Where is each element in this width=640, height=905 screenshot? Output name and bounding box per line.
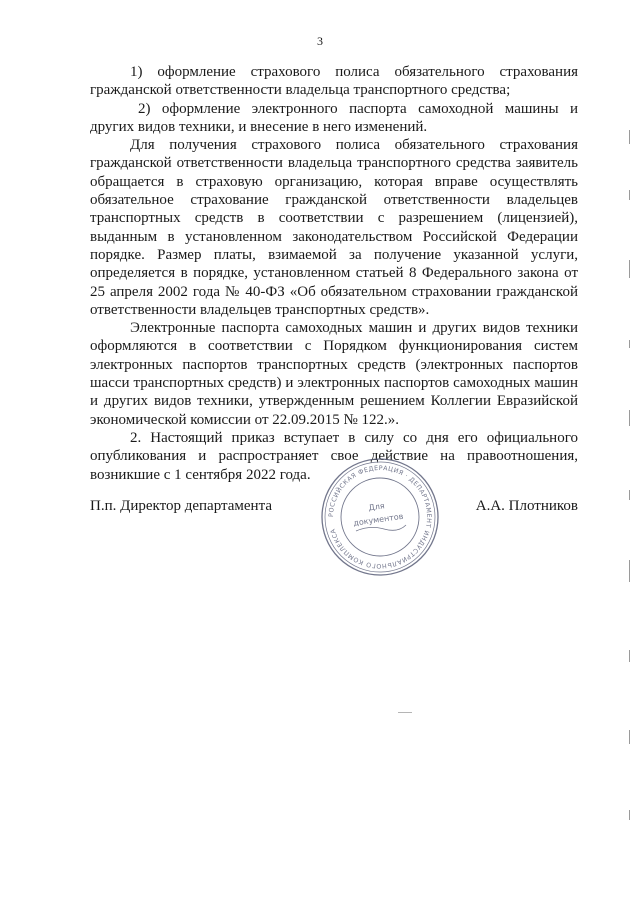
paragraph-electronic-passports: Электронные паспорта самоходных машин и других видов техники оформляются в соответствии с Порядком функционирования систем электронных паспортов транспортных средств (электронных паспортов шасси транспортных средств) и электронных паспортов самоходных машин и других видов техники, утвержденным решением Коллегии Евразийской экономической комиссии от 22.09.2015 № 122.». xyxy=(90,320,578,428)
scan-artifact xyxy=(398,712,412,713)
stamp-center-text-1: Для xyxy=(367,501,386,513)
signatory-name: А.А. Плотников xyxy=(475,498,578,514)
document-body xyxy=(90,63,578,484)
stamp-center-text-2: документов xyxy=(352,511,404,528)
paragraph-effective-date: 2. Настоящий приказ вступает в силу со дня его официального опубликования и распространяет свое действие на правоотношения, возникшие с 1 сентября 2022 года. xyxy=(90,429,578,483)
paragraph-item-2: 2) оформление электронного паспорта самоходной машины и других видов техники, и внесение в него изменений. xyxy=(90,100,578,135)
page-number: 3 xyxy=(317,34,323,48)
paragraph-insurance: Для получения страхового полиса обязательного страхования гражданской ответственности владельца транспортного средства заявитель обращается в страховую организацию, которая вправе осуществлять обязательное страхование гражданской ответственности владельцев транспортных средств в соответствии с разрешением (лицензией), выданным в установленном законодательством Российской Федерации порядке. Размер платы, взимаемой за получение указанной услуги, определяется в порядке, установленном статьей 8 Федерального закона от 25 апреля 2002 года № 40-ФЗ «Об обязательном страховании гражданской ответственности владельцев транспортных средств». xyxy=(90,137,578,318)
paragraph-item-1: 1) оформление страхового полиса обязательного страхования гражданской ответственности владельца транспортного средства; xyxy=(90,64,578,99)
official-seal-stamp xyxy=(318,455,442,579)
stamp-ring-text: РОССИЙСКАЯ ФЕДЕРАЦИЯ · ДЕПАРТАМЕНТ ИНДУСТРИАЛЬНОГО КОМПЛЕКСА xyxy=(327,464,433,570)
scan-edge-marks xyxy=(626,130,634,850)
signatory-position: П.п. Директор департамента xyxy=(90,498,272,514)
